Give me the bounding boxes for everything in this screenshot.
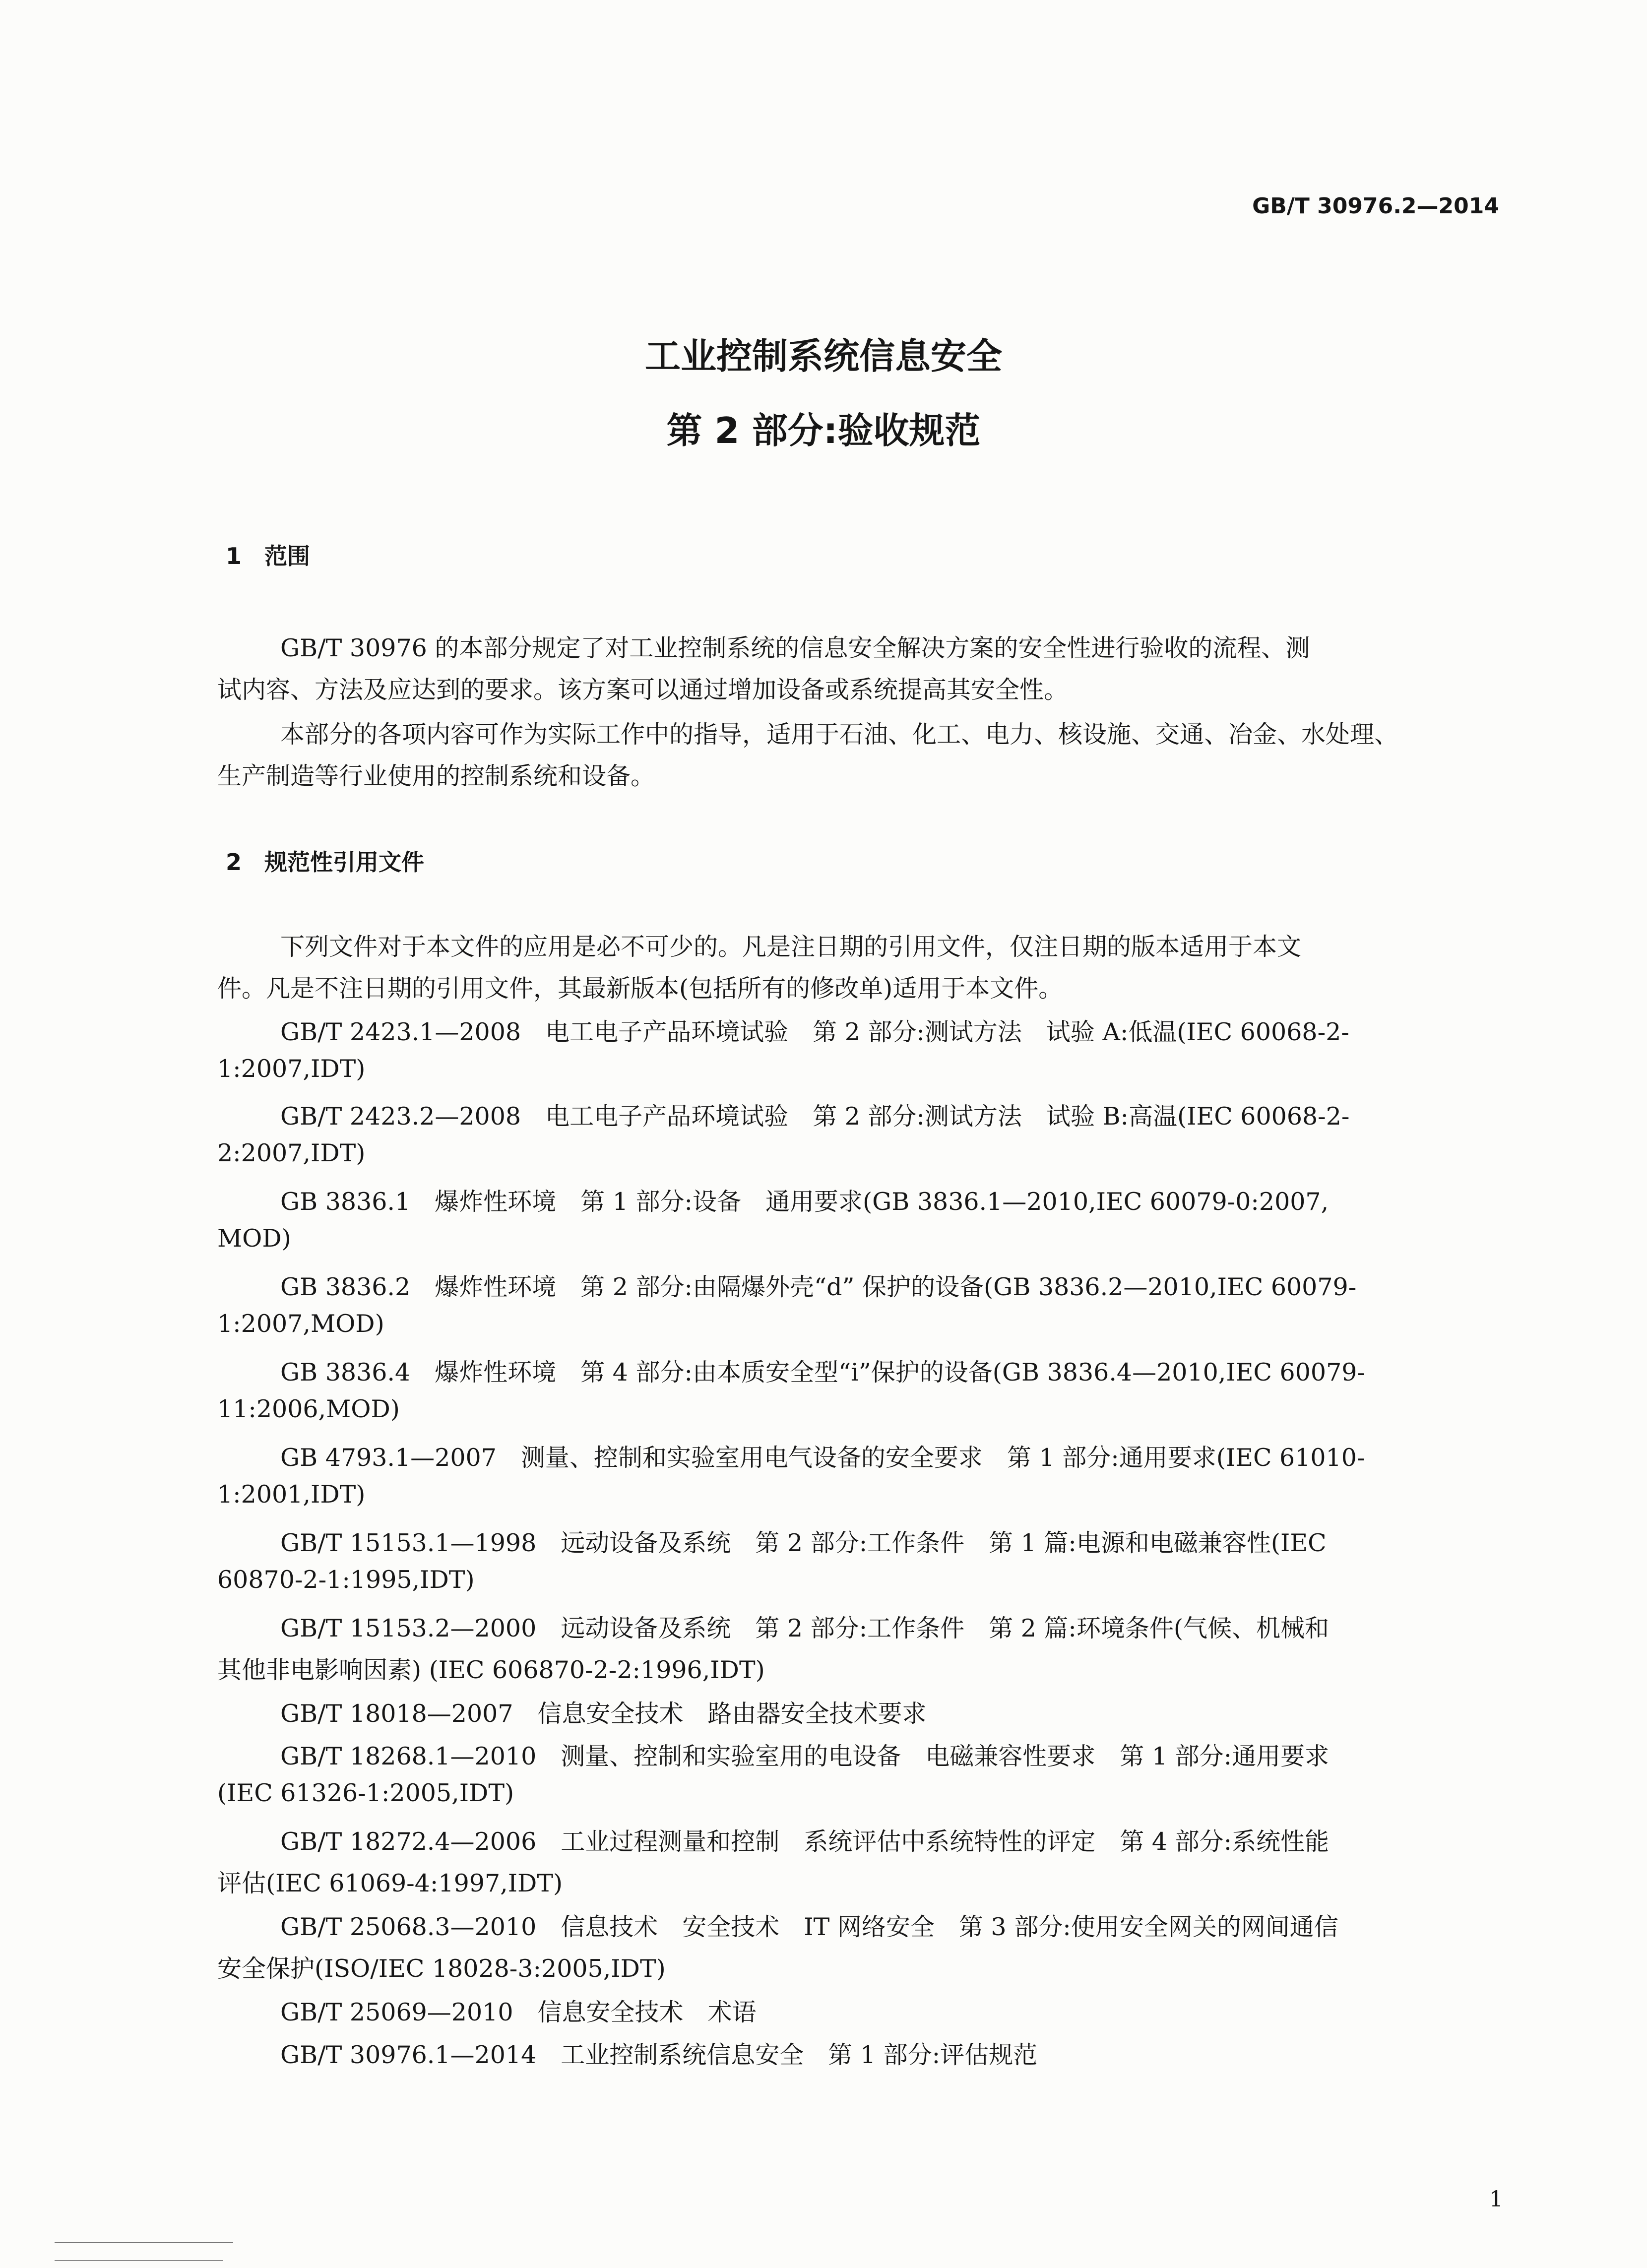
footer-rule: [55, 2242, 233, 2243]
footer-rule: [55, 2260, 223, 2261]
reference-line: GB/T 18018—2007 信息安全技术 路由器安全技术要求: [280, 1700, 927, 1728]
reference-line: 1:2007,MOD): [217, 1310, 384, 1338]
reference-line: GB 3836.2 爆炸性环境 第 2 部分:由隔爆外壳“d” 保护的设备(GB 3836.2—2010,IEC 60079-: [280, 1273, 1357, 1301]
paragraph-line: 生产制造等行业使用的控制系统和设备。: [217, 762, 655, 790]
reference-line: (IEC 61326-1:2005,IDT): [217, 1779, 514, 1807]
reference-line: 安全保护(ISO/IEC 18028-3:2005,IDT): [217, 1954, 666, 1983]
reference-line: 2:2007,IDT): [217, 1139, 366, 1167]
page-number: 1: [1489, 2187, 1503, 2212]
standard-number: GB/T 30976.2—2014: [1252, 193, 1499, 219]
reference-line: 1:2001,IDT): [217, 1480, 366, 1509]
reference-line: GB 3836.4 爆炸性环境 第 4 部分:由本质安全型“i”保护的设备(GB 3836.4—2010,IEC 60079-: [280, 1358, 1365, 1386]
paragraph-line: 本部分的各项内容可作为实际工作中的指导，适用于石油、化工、电力、核设施、交通、冶金、水处理、: [280, 720, 1399, 749]
reference-line: GB/T 18268.1—2010 测量、控制和实验室用的电设备 电磁兼容性要求 第 1 部分:通用要求: [280, 1742, 1330, 1770]
reference-line: GB 4793.1—2007 测量、控制和实验室用电气设备的安全要求 第 1 部分:通用要求(IEC 61010-: [280, 1444, 1365, 1472]
reference-line: MOD): [217, 1224, 291, 1253]
reference-line: 评估(IEC 61069-4:1997,IDT): [217, 1869, 563, 1897]
document-title: 工业控制系统信息安全: [644, 335, 1002, 377]
reference-line: GB/T 25069—2010 信息安全技术 术语: [280, 1998, 757, 2026]
reference-line: GB/T 15153.2—2000 远动设备及系统 第 2 部分:工作条件 第 2 篇:环境条件(气候、机械和: [280, 1614, 1330, 1642]
reference-line: GB/T 2423.1—2008 电工电子产品环境试验 第 2 部分:测试方法 试验 A:低温(IEC 60068-2-: [280, 1018, 1349, 1046]
document-subtitle: 第 2 部分:验收规范: [666, 410, 981, 451]
paragraph-line: 下列文件对于本文件的应用是必不可少的。凡是注日期的引用文件，仅注日期的版本适用于本文: [280, 933, 1302, 961]
reference-line: GB/T 30976.1—2014 工业控制系统信息安全 第 1 部分:评估规范: [280, 2041, 1038, 2069]
reference-line: 11:2006,MOD): [217, 1395, 400, 1423]
reference-line: GB/T 18272.4—2006 工业过程测量和控制 系统评估中系统特性的评定 第 4 部分:系统性能: [280, 1827, 1330, 1856]
section-2-heading: 2 规范性引用文件: [226, 849, 425, 876]
reference-line: GB/T 25068.3—2010 信息技术 安全技术 IT 网络安全 第 3 部分:使用安全网关的网间通信: [280, 1913, 1338, 1941]
reference-line: 60870-2-1:1995,IDT): [217, 1566, 475, 1594]
section-1-heading: 1 范围: [226, 543, 311, 569]
paragraph-line: 件。凡是不注日期的引用文件，其最新版本(包括所有的修改单)适用于本文件。: [217, 974, 1063, 1003]
reference-line: GB 3836.1 爆炸性环境 第 1 部分:设备 通用要求(GB 3836.1—2010,IEC 60079-0:2007,: [280, 1188, 1329, 1216]
reference-line: 1:2007,IDT): [217, 1055, 366, 1083]
reference-line: 其他非电影响因素) (IEC 606870-2-2:1996,IDT): [217, 1656, 765, 1684]
reference-line: GB/T 15153.1—1998 远动设备及系统 第 2 部分:工作条件 第 1 篇:电源和电磁兼容性(IEC: [280, 1529, 1327, 1557]
reference-line: GB/T 2423.2—2008 电工电子产品环境试验 第 2 部分:测试方法 试验 B:高温(IEC 60068-2-: [280, 1102, 1350, 1131]
paragraph-line: GB/T 30976 的本部分规定了对工业控制系统的信息安全解决方案的安全性进行验收的流程、测: [280, 634, 1310, 662]
paragraph-line: 试内容、方法及应达到的要求。该方案可以通过增加设备或系统提高其安全性。: [217, 676, 1069, 704]
